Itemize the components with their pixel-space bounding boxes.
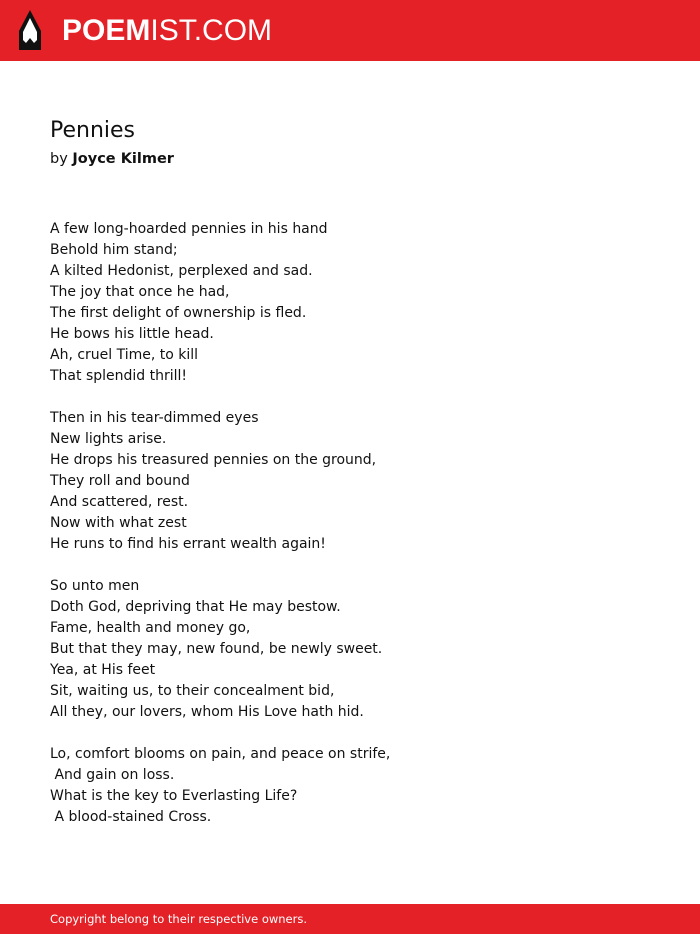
poem-line: He runs to find his errant wealth again! [50, 536, 326, 552]
poem-line: Now with what zest [50, 515, 187, 531]
poem-line: So unto men [50, 578, 140, 594]
poem-byline [50, 149, 174, 169]
poem-line: Sit, waiting us, to their concealment bid, [50, 683, 335, 699]
stanza-4 [50, 744, 650, 828]
poem-line: New lights arise. [50, 431, 167, 447]
stanza-gap [50, 555, 650, 576]
site-logo-text[interactable] [62, 12, 272, 50]
header-bar [0, 0, 700, 61]
pencil-tip-icon[interactable] [17, 9, 43, 51]
poem-line: The joy that once he had, [50, 284, 230, 300]
poem-line: Doth God, depriving that He may bestow. [50, 599, 341, 615]
stanza-2 [50, 408, 650, 555]
stanza-1 [50, 219, 650, 387]
poem-line: Then in his tear-dimmed eyes [50, 410, 259, 426]
stanza-gap [50, 723, 650, 744]
poem-line: That splendid thrill! [50, 368, 188, 384]
poem-line: Lo, comfort blooms on pain, and peace on strife, [50, 746, 391, 762]
poem-line: The first delight of ownership is fled. [50, 305, 307, 321]
poem-line: He bows his little head. [50, 326, 214, 342]
poem-title: Pennies [50, 118, 136, 143]
poem-line: All they, our lovers, whom His Love hath hid. [50, 704, 364, 720]
poem-body [50, 219, 650, 828]
poem-line: Ah, cruel Time, to kill [50, 347, 199, 363]
by-label: by [50, 151, 68, 167]
stanza-gap [50, 387, 650, 408]
copyright-notice: Copyright belong to their respective owners. [50, 912, 308, 926]
poem-line: What is the key to Everlasting Life? [50, 788, 298, 804]
poem-line: And gain on loss. [50, 767, 175, 783]
poem-line: He drops his treasured pennies on the ground, [50, 452, 377, 468]
poem-line: And scattered, rest. [50, 494, 189, 510]
footer-bar [0, 904, 700, 934]
poem-line: They roll and bound [50, 473, 190, 489]
poem-line: A kilted Hedonist, perplexed and sad. [50, 263, 313, 279]
brand-bold: POEM [62, 14, 151, 47]
poem-line: Yea, at His feet [50, 662, 156, 678]
brand-light: IST.COM [150, 14, 273, 47]
poem-line: A few long-hoarded pennies in his hand [50, 221, 328, 237]
poem-line: A blood-stained Cross. [50, 809, 212, 825]
poem-line: But that they may, new found, be newly sweet. [50, 641, 383, 657]
stanza-3 [50, 576, 650, 723]
author-name: Joyce Kilmer [72, 151, 174, 167]
poem-line: Fame, health and money go, [50, 620, 251, 636]
poem-line: Behold him stand; [50, 242, 178, 258]
